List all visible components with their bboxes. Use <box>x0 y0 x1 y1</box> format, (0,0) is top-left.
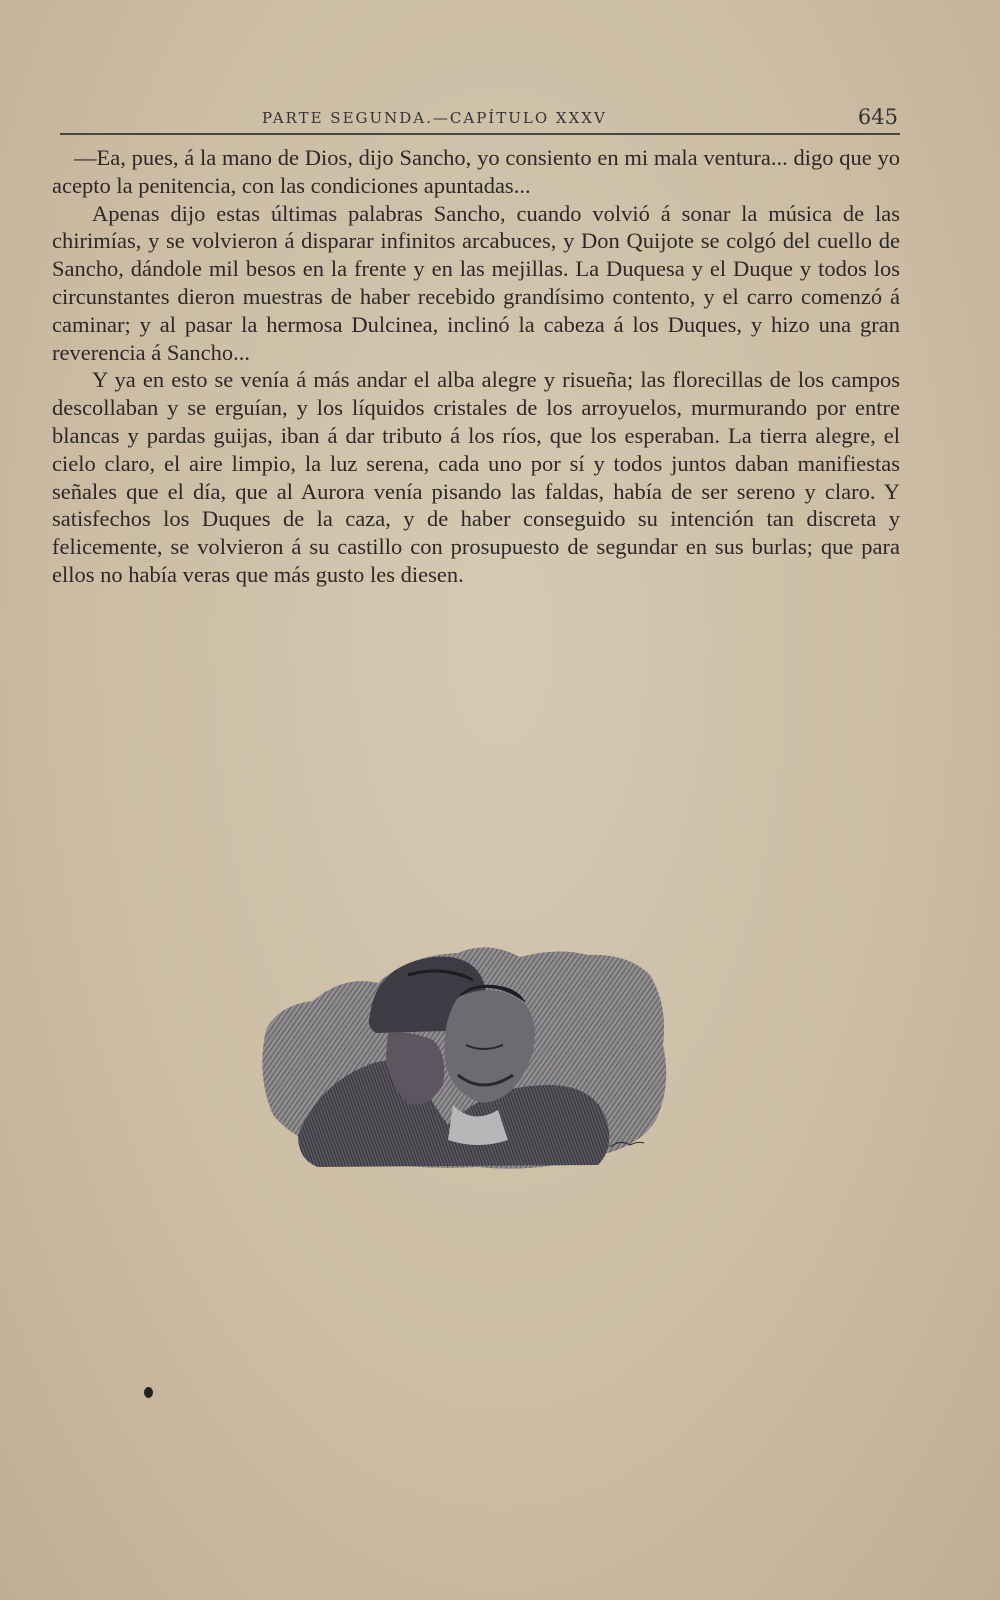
page-number: 645 <box>857 105 898 129</box>
header-rule <box>60 133 900 135</box>
page-header <box>60 105 900 135</box>
paragraph-2: Apenas dijo estas últimas palabras Sancho, cuando volvió á sonar la música de las chirimías, y se volvieron á disparar infinitos arcabuces, y Don Quijote se colgó del cuello de Sancho, dándole mil besos en la frente y en las mejillas. La Duquesa y el Duque y todos los circunstantes dieron muestras de haber recebido grandísimo contento, y el carro comenzó á caminar; y al pasar la hermosa Dulcinea, inclinó la cabeza á los Duques, y hizo una gran reverencia á Sancho... <box>52 200 900 365</box>
engraving-icon <box>258 935 672 1175</box>
paragraph-1: —Ea, pues, á la mano de Dios, dijo Sancho, yo consiento en mi mala ventura... digo que yo acepto la penitencia, con las condiciones apuntadas... <box>52 145 900 198</box>
ink-spot <box>144 1387 153 1398</box>
paragraph-3: Y ya en esto se venía á más andar el alba alegre y risueña; las florecillas de los campos descollaban y se erguían, y los líquidos cristales de los arroyuelos, murmurando por entre blancas y pardas guijas, iban á dar tributo á los ríos, que los esperaban. La tierra alegre, el cielo claro, el aire limpio, la luz serena, cada uno por sí y todos juntos daban manifiestas señales que el día, que al Aurora venía pisando las faldas, había de ser sereno y claro. Y satisfechos los Duques de la caza, y de haber conseguido su intención tan discreta y felicemente, se volvieron á su castillo con prosupuesto de segundar en sus burlas; que para ellos no había veras que más gusto les diesen. <box>52 367 900 587</box>
running-title: PARTE SEGUNDA.—CAPÍTULO XXXV <box>262 109 607 127</box>
body-text <box>52 144 900 589</box>
